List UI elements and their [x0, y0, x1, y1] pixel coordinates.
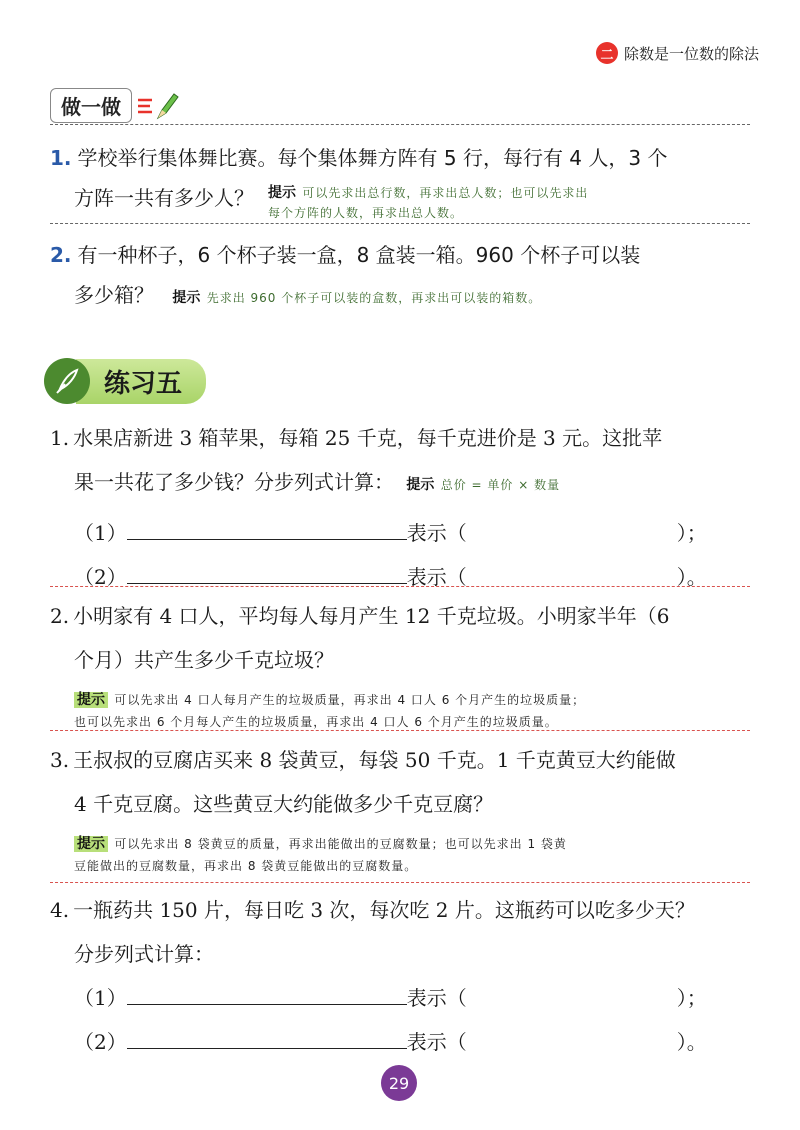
- problem-text: 有一种杯子，6 个杯子装一盒，8 盒装一箱。960 个杯子可以装: [77, 243, 641, 267]
- divider: [50, 882, 750, 883]
- problem-text: 学校举行集体舞比赛。每个集体舞方阵有 5 行，每行有 4 人，3 个: [77, 146, 668, 170]
- step-label: （2）: [74, 565, 127, 589]
- hint-label: 提示: [406, 477, 435, 493]
- problem-text: 个月）共产生多少千克垃圾？: [74, 648, 334, 672]
- chapter-header: [596, 42, 759, 64]
- problem-text: 多少箱？: [74, 283, 154, 307]
- exercise-1: [50, 416, 760, 599]
- hint-text: 也可以先求出 6 个月每人产生的垃圾质量，再求出 4 口人 6 个月产生的垃圾质量。: [74, 715, 558, 729]
- divider: [50, 223, 750, 224]
- step-text: ）；: [676, 521, 707, 545]
- hint-label: 提示: [172, 290, 201, 306]
- section-heading-practice: [50, 88, 180, 123]
- pencil-icon: [136, 90, 180, 122]
- step-text: ）。: [676, 565, 707, 589]
- hint-text: 总价 = 单价 × 数量: [440, 478, 561, 492]
- answer-blank[interactable]: [127, 1026, 407, 1049]
- problem-text: 分步列式计算：: [74, 942, 214, 966]
- page-number: 29: [381, 1065, 417, 1101]
- step-text: 表示（: [406, 565, 467, 589]
- exercise-3: [50, 738, 760, 877]
- exercise-4: [50, 888, 760, 1064]
- step-label: （2）: [74, 1030, 127, 1054]
- section-title: 做一做: [50, 88, 132, 123]
- hint-text: 每个方阵的人数，再求出总人数。: [268, 206, 464, 220]
- chapter-title: 除数是一位数的除法: [624, 44, 760, 63]
- hint-label: 提示: [74, 836, 108, 852]
- problem-2: [50, 235, 760, 318]
- problem-number: 2.: [50, 243, 72, 267]
- chapter-badge: 二: [596, 42, 618, 64]
- hint-text: 豆能做出的豆腐数量，再求出 8 袋黄豆能做出的豆腐数量。: [74, 859, 418, 873]
- problem-number: 4.: [50, 898, 70, 922]
- problem-1: [50, 138, 760, 223]
- divider: [50, 586, 750, 587]
- section-heading-exercise: [44, 358, 206, 404]
- problem-text: 4 千克豆腐。这些黄豆大约能做多少千克豆腐？: [74, 792, 494, 816]
- step-text: 表示（: [406, 521, 467, 545]
- exercise-2: [50, 594, 760, 733]
- problem-number: 3.: [50, 748, 70, 772]
- hint-text: 可以先求出 8 袋黄豆的质量，再求出能做出的豆腐数量；也可以先求出 1 袋黄: [114, 837, 567, 851]
- answer-row: [50, 1020, 760, 1064]
- quill-icon: [44, 358, 90, 404]
- section-title: 练习五: [76, 359, 206, 404]
- step-label: （1）: [74, 521, 127, 545]
- problem-text: 一瓶药共 150 片，每日吃 3 次，每次吃 2 片。这瓶药可以吃多少天？: [73, 898, 695, 922]
- answer-row: [50, 555, 760, 599]
- problem-text: 小明家有 4 口人，平均每人每月产生 12 千克垃圾。小明家半年（6: [73, 604, 670, 628]
- problem-number: 1.: [50, 146, 72, 170]
- answer-row: [50, 976, 760, 1020]
- divider: [50, 124, 750, 125]
- problem-text: 方阵一共有多少人？: [74, 186, 254, 210]
- answer-blank[interactable]: [127, 982, 407, 1005]
- problem-text: 水果店新进 3 箱苹果，每箱 25 千克，每千克进价是 3 元。这批苹: [73, 426, 663, 450]
- problem-number: 1.: [50, 426, 70, 450]
- hint-text: 可以先求出总行数，再求出总人数；也可以先求出: [302, 186, 589, 200]
- answer-blank[interactable]: [127, 517, 407, 540]
- problem-text: 果一共花了多少钱？分步列式计算：: [74, 470, 394, 494]
- problem-text: 王叔叔的豆腐店买来 8 袋黄豆，每袋 50 千克。1 千克黄豆大约能做: [73, 748, 676, 772]
- hint-label: 提示: [74, 692, 108, 708]
- divider: [50, 730, 750, 731]
- problem-number: 2.: [50, 604, 70, 628]
- step-text: ）。: [676, 1030, 707, 1054]
- step-label: （1）: [74, 986, 127, 1010]
- step-text: 表示（: [406, 986, 467, 1010]
- answer-blank[interactable]: [127, 561, 407, 584]
- step-text: ）；: [676, 986, 707, 1010]
- hint-text: 可以先求出 4 口人每月产生的垃圾质量，再求出 4 口人 6 个月产生的垃圾质量；: [114, 693, 586, 707]
- step-text: 表示（: [406, 1030, 467, 1054]
- hint-text: 先求出 960 个杯子可以装的盒数，再求出可以装的箱数。: [206, 291, 542, 305]
- answer-row: [50, 511, 760, 555]
- hint-label: 提示: [268, 185, 296, 201]
